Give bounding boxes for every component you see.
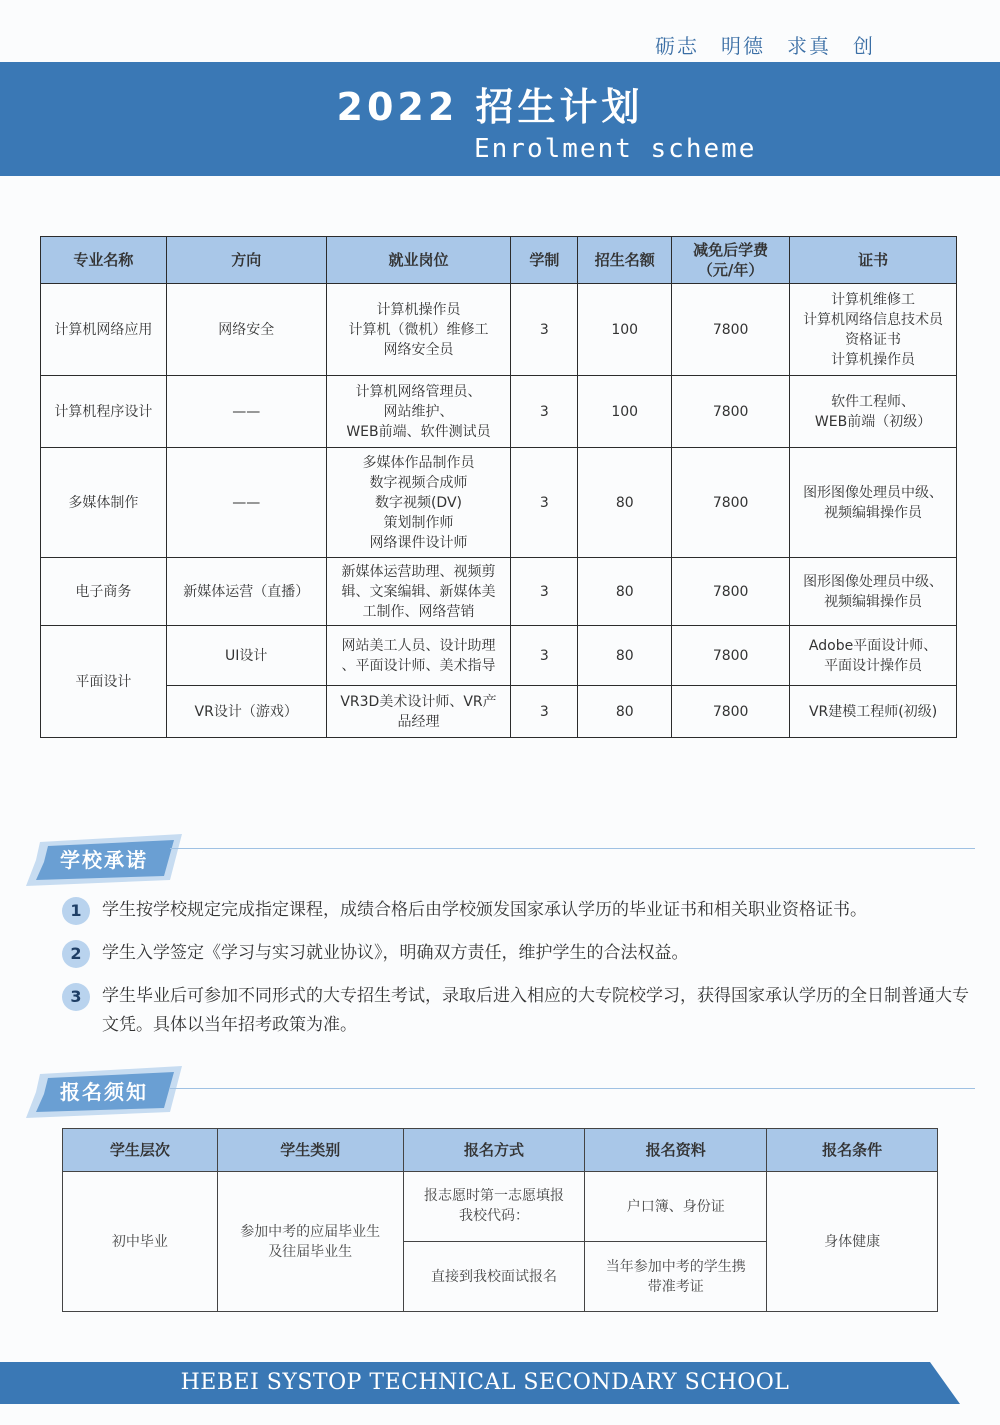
number-badge: 1	[62, 897, 90, 925]
direction-cell: 网络安全	[166, 284, 326, 376]
header-cell	[672, 237, 790, 284]
header-cell: 学生层次	[63, 1129, 218, 1172]
motto-word: 求真	[787, 34, 831, 58]
header-cell: 报名方式	[403, 1129, 585, 1172]
cert-cell: Adobe平面设计师、 平面设计操作员	[790, 626, 957, 686]
enrolment-plan-table	[40, 236, 957, 738]
direction-cell: VR设计（游戏）	[166, 686, 326, 738]
major-cell: 电子商务	[41, 558, 167, 626]
major-cell: 计算机网络应用	[41, 284, 167, 376]
header-cell: 专业名称	[41, 237, 167, 284]
header-fee-label: 减免后学费（元/年）	[693, 241, 769, 279]
material-cell: 当年参加中考的学生携 带准考证	[585, 1242, 767, 1312]
direction-cell: ——	[166, 376, 326, 448]
section-divider	[170, 848, 975, 849]
footer-decoration	[868, 1362, 968, 1404]
quota-cell: 80	[578, 626, 672, 686]
quota-cell: 80	[578, 558, 672, 626]
fee-cell: 7800	[672, 626, 790, 686]
list-item	[62, 939, 992, 968]
table-row	[63, 1172, 938, 1242]
major-cell: 计算机程序设计	[41, 376, 167, 448]
header-cell: 招生名额	[578, 237, 672, 284]
table-row	[41, 284, 957, 376]
list-item	[62, 982, 982, 1040]
table-row	[41, 448, 957, 558]
header-cell: 就业岗位	[326, 237, 511, 284]
promise-text: 学生入学签定《学习与实习就业协议》，明确双方责任，维护学生的合法权益。	[102, 943, 689, 963]
registration-section-title: 报名须知	[60, 1080, 148, 1104]
material-cell: 户口簿、身份证	[585, 1172, 767, 1242]
table-row	[41, 626, 957, 686]
fee-cell: 7800	[672, 448, 790, 558]
major-cell: 平面设计	[41, 626, 167, 738]
cert-cell: 软件工程师、 WEB前端（初级）	[790, 376, 957, 448]
level-cell: 初中毕业	[63, 1172, 218, 1312]
years-cell: 3	[511, 376, 578, 448]
method-cell: 直接到我校面试报名	[403, 1242, 585, 1312]
header-cell: 学生类别	[217, 1129, 403, 1172]
quota-cell: 80	[578, 686, 672, 738]
jobs-cell: 计算机操作员 计算机（微机）维修工 网络安全员	[326, 284, 511, 376]
jobs-cell: 新媒体运营助理、视频剪 辑、文案编辑、新媒体美 工制作、网络营销	[326, 558, 511, 626]
school-name: HEBEI SYSTOP TECHNICAL SECONDARY SCHOOL	[180, 1370, 790, 1395]
table-row	[41, 376, 957, 448]
fee-cell: 7800	[672, 686, 790, 738]
fee-cell: 7800	[672, 284, 790, 376]
cert-cell: 图形图像处理员中级、 视频编辑操作员	[790, 448, 957, 558]
motto-word: 砺志	[655, 34, 699, 58]
section-divider	[170, 1088, 975, 1089]
registration-table	[62, 1128, 938, 1312]
header-cell: 方向	[166, 237, 326, 284]
list-item	[62, 896, 992, 925]
years-cell: 3	[511, 558, 578, 626]
years-cell: 3	[511, 448, 578, 558]
promise-text: 学生毕业后可参加不同形式的大专招生考试，录取后进入相应的大专院校学习，获得国家承认学历的全日制普通大专文凭。具体以当年招考政策为准。	[102, 986, 969, 1035]
condition-cell: 身体健康	[767, 1172, 938, 1312]
jobs-cell: VR3D美术设计师、VR产 品经理	[326, 686, 511, 738]
promise-section-tab	[22, 834, 172, 882]
fee-cell: 7800	[672, 558, 790, 626]
number-badge: 2	[62, 940, 90, 968]
table-header-row	[63, 1129, 938, 1172]
major-cell: 多媒体制作	[41, 448, 167, 558]
years-cell: 3	[511, 626, 578, 686]
header-cell: 报名资料	[585, 1129, 767, 1172]
title-banner	[0, 62, 1000, 176]
cert-cell: 计算机维修工 计算机网络信息技术员 资格证书 计算机操作员	[790, 284, 957, 376]
years-cell: 3	[511, 686, 578, 738]
quota-cell: 80	[578, 448, 672, 558]
fee-cell: 7800	[672, 376, 790, 448]
direction-cell: UI设计	[166, 626, 326, 686]
table-header-row	[41, 237, 957, 284]
number-badge: 3	[62, 983, 90, 1011]
method-cell: 报志愿时第一志愿填报 我校代码：	[403, 1172, 585, 1242]
registration-section-tab	[22, 1066, 172, 1114]
direction-cell: 新媒体运营（直播）	[166, 558, 326, 626]
promise-section-title: 学校承诺	[60, 848, 148, 872]
promise-list	[62, 896, 992, 1054]
category-cell: 参加中考的应届毕业生 及往届毕业生	[217, 1172, 403, 1312]
header-cell: 学制	[511, 237, 578, 284]
header-cell: 报名条件	[767, 1129, 938, 1172]
jobs-cell: 多媒体作品制作员 数字视频合成师 数字视频(DV) 策划制作师 网络课件设计师	[326, 448, 511, 558]
table-row	[41, 686, 957, 738]
footer-banner	[0, 1362, 968, 1404]
motto-word: 创	[853, 34, 875, 58]
promise-text: 学生按学校规定完成指定课程，成绩合格后由学校颁发国家承认学历的毕业证书和相关职业资格证书。	[102, 900, 867, 920]
cert-cell: VR建模工程师(初级)	[790, 686, 957, 738]
jobs-cell: 计算机网络管理员、 网站维护、 WEB前端、软件测试员	[326, 376, 511, 448]
cert-cell: 图形图像处理员中级、 视频编辑操作员	[790, 558, 957, 626]
table-row	[41, 558, 957, 626]
quota-cell: 100	[578, 284, 672, 376]
jobs-cell: 网站美工人员、设计助理 、平面设计师、美术指导	[326, 626, 511, 686]
header-cell: 证书	[790, 237, 957, 284]
page-subtitle: Enrolment scheme	[474, 134, 757, 164]
quota-cell: 100	[578, 376, 672, 448]
direction-cell: ——	[166, 448, 326, 558]
years-cell: 3	[511, 284, 578, 376]
page-title: 2022 招生计划	[336, 85, 644, 129]
motto-word: 明德	[721, 34, 765, 58]
